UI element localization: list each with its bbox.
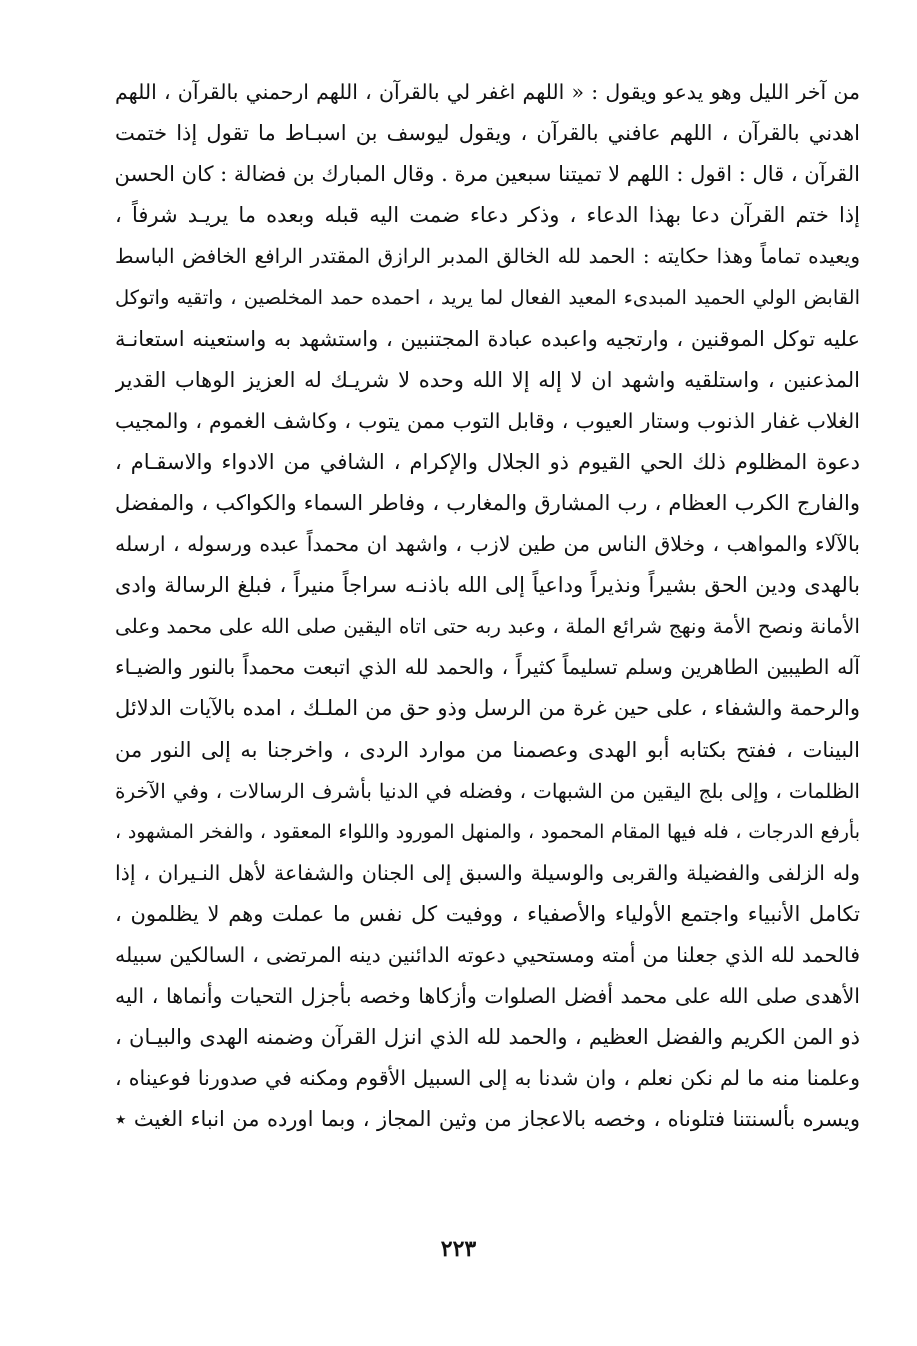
text-line: المذعنين ، واستلقيه واشهد ان لا إله إلا الله وحده لا شريـك له العزيز الوهاب القدير <box>115 367 860 392</box>
text-line: ويسره بألسنتنا فتلوناه ، وخصه بالاعجاز من وثين المجاز ، وبما اورده من انباء الغيث ٭ <box>115 1107 860 1132</box>
text-line: الظلمات ، وإلى بلج اليقين من الشبهات ، وفضله في الدنيا بأشرف الرسالات ، وفي الآخرة <box>115 778 860 803</box>
text-line: الأهدى صلى الله على محمد أفضل الصلوات وأزكاها وخصه بأجزل التحيات وأنماها ، اليه <box>115 984 860 1009</box>
text-line: ذو المن الكريم والفضل العظيم ، والحمد لله الذي انزل القرآن وضمنه الهدى والبيـان ، <box>115 1025 860 1050</box>
text-line: من آخر الليل وهو يدعو ويقول : « اللهم اغفر لي بالقرآن ، اللهم ارحمني بالقرآن ، اللهم <box>115 80 860 104</box>
text-line: اهدني بالقرآن ، اللهم عافني بالقرآن ، ويقول ليوسف بن اسبـاط ما تقول إذا ختمت <box>115 121 860 146</box>
text-line: الغلاب غفار الذنوب وستار العيوب ، وقابل التوب ممن يتوب ، وكاشف الغموم ، والمجيب <box>115 408 860 433</box>
text-line: وعلمنا منه ما لم نكن نعلم ، وان شدنا به إلى السبيل الأقوم ومكنه في صدورنا فوعيناه ، <box>115 1066 860 1091</box>
text-line: والفارج الكرب العظام ، رب المشارق والمغارب ، وفاطر السماء والكواكب ، والمفضل <box>115 490 860 515</box>
text-line: بالهدى ودين الحق بشيراً ونذيراً وداعياً إلى الله باذنـه سراجاً منيراً ، فبلغ الرسالة وادى <box>115 573 860 598</box>
text-line: بالآلاء والمواهب ، وخلاق الناس من طين لازب ، واشهد ان محمداً عبده ورسوله ، ارسله <box>115 532 860 557</box>
text-line: البينات ، ففتح بكتابه أبو الهدى وعصمنا من موارد الردى ، واخرجنا به إلى النور من <box>115 737 860 762</box>
text-line: والرحمة والشفاء ، على حين غرة من الرسل وذو حق من الملـك ، امده بالآيات الدلائل <box>115 696 860 721</box>
text-line: بأرفع الدرجات ، فله فيها المقام المحمود ، والمنهل المورود واللواء المعقود ، والفخر المشهود ، <box>115 820 860 843</box>
body-text <box>115 72 860 1140</box>
text-line: القرآن ، قال : اقول : اللهم لا تميتنا سبعين مرة . وقال المبارك بن فضالة : كان الحسن <box>115 162 860 187</box>
text-line: الأمانة ونصح الأمة ونهج شرائع الملة ، وعبد ربه حتى اتاه اليقين صلى الله على محمد وعلى <box>115 614 860 639</box>
text-line: آله الطيبين الطاهرين وسلم تسليماً كثيراً ، والحمد لله الذي اتبعت محمداً بالنور والضيـاء <box>115 655 860 680</box>
text-line: ويعيده تماماً وهذا حكايته : الحمد لله الخالق المدبر الرازق المقتدر الرافع الخافض الباسط <box>115 244 860 269</box>
page-number: ٢٢٣ <box>440 1236 477 1262</box>
text-line: تكامل الأنبياء واجتمع الأولياء والأصفياء ، ووفيت كل نفس ما عملت وهم لا يظلمون ، <box>115 901 860 926</box>
text-line: وله الزلفى والفضيلة والقربى والوسيلة والسبق إلى الجنان والشفاعة لأهل النـيران ، إذا <box>115 860 860 885</box>
text-line: دعوة المظلوم ذلك الحي القيوم ذو الجلال والإكرام ، الشافي من الادواء والاسقـام ، <box>115 449 860 474</box>
text-line: عليه توكل الموقنين ، وارتجيه واعبده عبادة المجتنبين ، واستشهد به واستعينه استعانـة <box>115 326 860 351</box>
text-line: القابض الولي الحميد المبدىء المعيد الفعال لما يريد ، احمده حمد المخلصين ، واتقيه واتوكل <box>115 286 860 310</box>
text-line: فالحمد لله الذي جعلنا من أمته ومستحيي دعوته الدائنين دينه المرتضى ، السالكين سبيله <box>115 942 860 967</box>
text-line: إذا ختم القرآن دعا بهذا الدعاء ، وذكر دعاء ضمت اليه قبله وبعده ما يريـد شرفاً ، <box>115 203 860 228</box>
